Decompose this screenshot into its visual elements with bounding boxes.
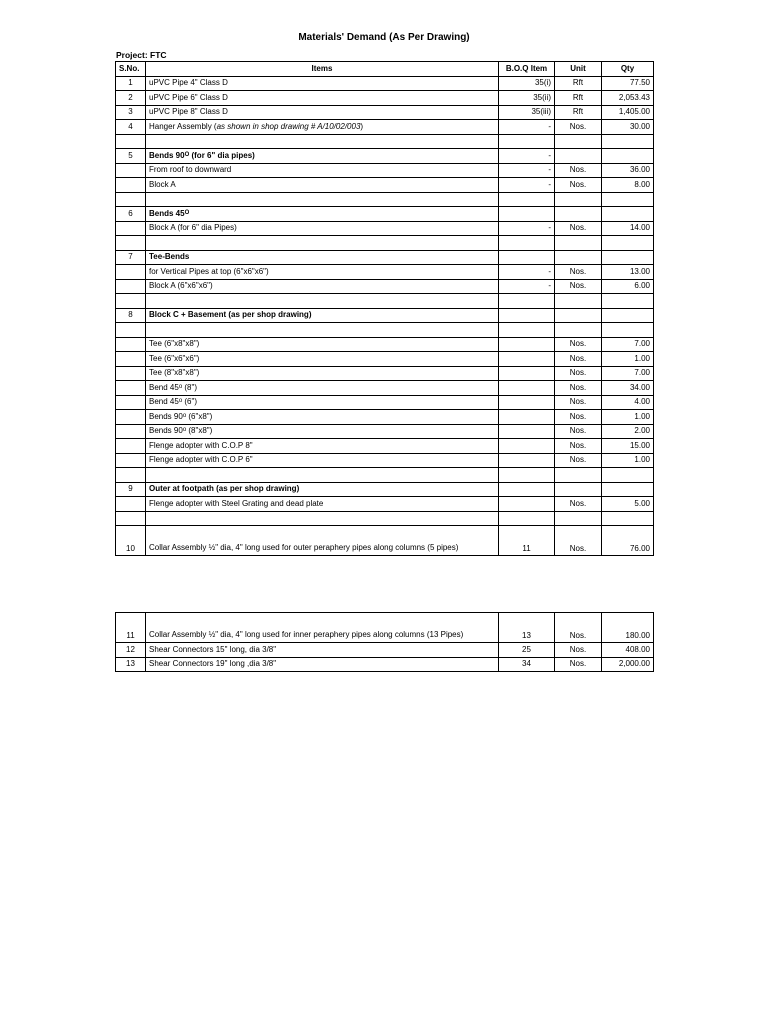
row-qty: 1.00 [602,453,654,468]
header-boq: B.O.Q Item [499,62,555,77]
materials-table-continued [115,612,654,672]
section-title [146,207,499,222]
row-item: Collar Assembly ½" dia, 4" long used for outer peraphery pipes along columns (5 pipes) [146,526,499,556]
row-sno: 8 [116,308,146,323]
row-unit: Nos. [555,221,602,236]
item-text-end: (for 6" dia pipes) [189,150,255,160]
row-unit: Nos. [555,265,602,280]
row-sno: 11 [116,613,146,643]
item-text: Bends 90 [149,426,183,436]
row-item [146,410,499,425]
table-row [116,366,654,381]
spacer-row [116,323,654,338]
section-row [116,308,654,323]
item-text: Bend 45 [149,382,179,392]
section-row [116,250,654,265]
row-qty: 1.00 [602,352,654,367]
row-sno: 6 [116,207,146,222]
section-row [116,482,654,497]
table-row [116,352,654,367]
row-sno: 13 [116,657,146,672]
table-row [116,178,654,193]
spacer-row [116,236,654,251]
row-qty: 14.00 [602,221,654,236]
row-item: uPVC Pipe 8" Class D [146,105,499,120]
row-qty: 15.00 [602,439,654,454]
section-title: Block C + Basement (as per shop drawing) [146,308,499,323]
table-row [116,91,654,106]
table-row [116,657,654,672]
table-row [116,221,654,236]
row-sno: 5 [116,149,146,164]
degree-mark: o [182,427,187,434]
spacer-row [116,468,654,483]
row-item: Tee (6"x6"x6") [146,352,499,367]
table-row [116,163,654,178]
row-boq: 35(iii) [499,105,555,120]
row-item [146,120,499,135]
table-row [116,265,654,280]
item-text: Bends 90 [149,150,185,160]
row-unit: Nos. [555,120,602,135]
row-qty: 76.00 [602,526,654,556]
spacer-row [116,511,654,526]
row-item: Block A (6"x6"x6") [146,279,499,294]
row-sno: 2 [116,91,146,106]
row-qty: 4.00 [602,395,654,410]
degree-mark: O [184,209,190,216]
header-sno: S.No. [116,62,146,77]
materials-table [115,61,654,556]
row-boq: 13 [499,613,555,643]
item-text-end: ) [360,121,364,131]
row-unit: Nos. [555,337,602,352]
row-qty: 34.00 [602,381,654,396]
row-unit: Nos. [555,643,602,658]
row-item: Flenge adopter with C.O.P 8" [146,439,499,454]
row-item: Block A (for 6" dia Pipes) [146,221,499,236]
degree-mark: o [178,398,183,405]
row-qty: 5.00 [602,497,654,512]
row-boq: - [499,163,555,178]
row-qty: 7.00 [602,366,654,381]
row-sno: 1 [116,76,146,91]
row-qty: 408.00 [602,643,654,658]
row-unit: Nos. [555,395,602,410]
row-sno: 4 [116,120,146,135]
row-unit: Nos. [555,439,602,454]
document-title: Materials' Demand (As Per Drawing) [298,32,470,43]
item-text: Bend 45 [149,397,179,407]
row-boq: 35(ii) [499,91,555,106]
row-qty: 7.00 [602,337,654,352]
row-boq: 35(i) [499,76,555,91]
table-row [116,337,654,352]
row-qty: 77.50 [602,76,654,91]
table-row [116,105,654,120]
table-row [116,439,654,454]
row-item: Flenge adopter with Steel Grating and dead plate [146,497,499,512]
row-unit: Nos. [555,279,602,294]
row-sno: 7 [116,250,146,265]
table-row [116,410,654,425]
row-unit: Nos. [555,178,602,193]
row-boq: - [499,178,555,193]
row-boq: - [499,120,555,135]
row-qty: 30.00 [602,120,654,135]
degree-mark: o [178,383,183,390]
row-qty: 180.00 [602,613,654,643]
row-item [146,381,499,396]
table-row [116,497,654,512]
spacer-row [116,134,654,149]
section-title: Tee-Bends [146,250,499,265]
row-item: Tee (8"x8"x8") [146,366,499,381]
item-text-end: (6") [182,397,197,407]
item-text: Bends 90 [149,411,183,421]
row-boq: 25 [499,643,555,658]
table-row [116,526,654,556]
row-qty: 2,000.00 [602,657,654,672]
row-unit: Nos. [555,352,602,367]
table-row [116,424,654,439]
row-qty: 6.00 [602,279,654,294]
section-row [116,207,654,222]
row-unit: Rft [555,91,602,106]
row-item: Collar Assembly ½" dia, 4" long used for inner peraphery pipes along columns (13 Pipes) [146,613,499,643]
row-boq: - [499,265,555,280]
row-item: for Vertical Pipes at top (6"x6"x6") [146,265,499,280]
row-item [146,424,499,439]
row-sno: 3 [116,105,146,120]
row-unit: Nos. [555,424,602,439]
row-item [146,395,499,410]
row-boq: - [499,149,555,164]
row-sno: 10 [116,526,146,556]
row-item: Shear Connectors 15" long, dia 3/8" [146,643,499,658]
row-boq: 34 [499,657,555,672]
table-row [116,279,654,294]
row-unit: Nos. [555,497,602,512]
spacer-row [116,192,654,207]
spacer-row [116,294,654,309]
row-unit: Nos. [555,163,602,178]
row-item: Flenge adopter with C.O.P 6" [146,453,499,468]
row-sno: 9 [116,482,146,497]
row-item: From roof to downward [146,163,499,178]
row-boq: - [499,221,555,236]
table-row [116,381,654,396]
row-qty: 1,405.00 [602,105,654,120]
row-qty: 36.00 [602,163,654,178]
row-unit: Nos. [555,410,602,425]
row-qty: 1.00 [602,410,654,425]
section-title: Outer at footpath (as per shop drawing) [146,482,499,497]
project-label: Project: FTC [116,50,167,60]
row-unit: Nos. [555,366,602,381]
row-unit: Nos. [555,657,602,672]
row-sno: 12 [116,643,146,658]
degree-mark: O [184,151,190,158]
item-text: Bends 45 [149,208,185,218]
row-boq: 11 [499,526,555,556]
row-unit: Nos. [555,613,602,643]
row-qty: 2,053.43 [602,91,654,106]
header-unit: Unit [555,62,602,77]
item-text-end: (8") [182,382,197,392]
table-row [116,643,654,658]
table-row [116,395,654,410]
row-item: Block A [146,178,499,193]
table-header-row [116,62,654,77]
header-items: Items [146,62,499,77]
row-item: uPVC Pipe 6" Class D [146,91,499,106]
table-row [116,453,654,468]
table-row [116,613,654,643]
table-row [116,120,654,135]
row-unit: Nos. [555,526,602,556]
row-qty: 13.00 [602,265,654,280]
row-item: Tee (6"x8"x8") [146,337,499,352]
row-item: uPVC Pipe 4" Class D [146,76,499,91]
row-qty: 8.00 [602,178,654,193]
item-text-end: (6"x8") [186,411,213,421]
row-unit: Rft [555,76,602,91]
row-unit: Nos. [555,381,602,396]
row-boq: - [499,279,555,294]
section-title [146,149,499,164]
section-row [116,149,654,164]
degree-mark: o [182,412,187,419]
item-text: Hanger Assembly ( [149,121,217,131]
row-unit: Nos. [555,453,602,468]
item-reference: as shown in shop drawing # A/10/02/003 [216,121,361,131]
row-unit: Rft [555,105,602,120]
header-qty: Qty [602,62,654,77]
item-text-end: (8"x8") [186,426,213,436]
table-row [116,76,654,91]
row-qty: 2.00 [602,424,654,439]
row-item: Shear Connectors 19" long ,dia 3/8" [146,657,499,672]
